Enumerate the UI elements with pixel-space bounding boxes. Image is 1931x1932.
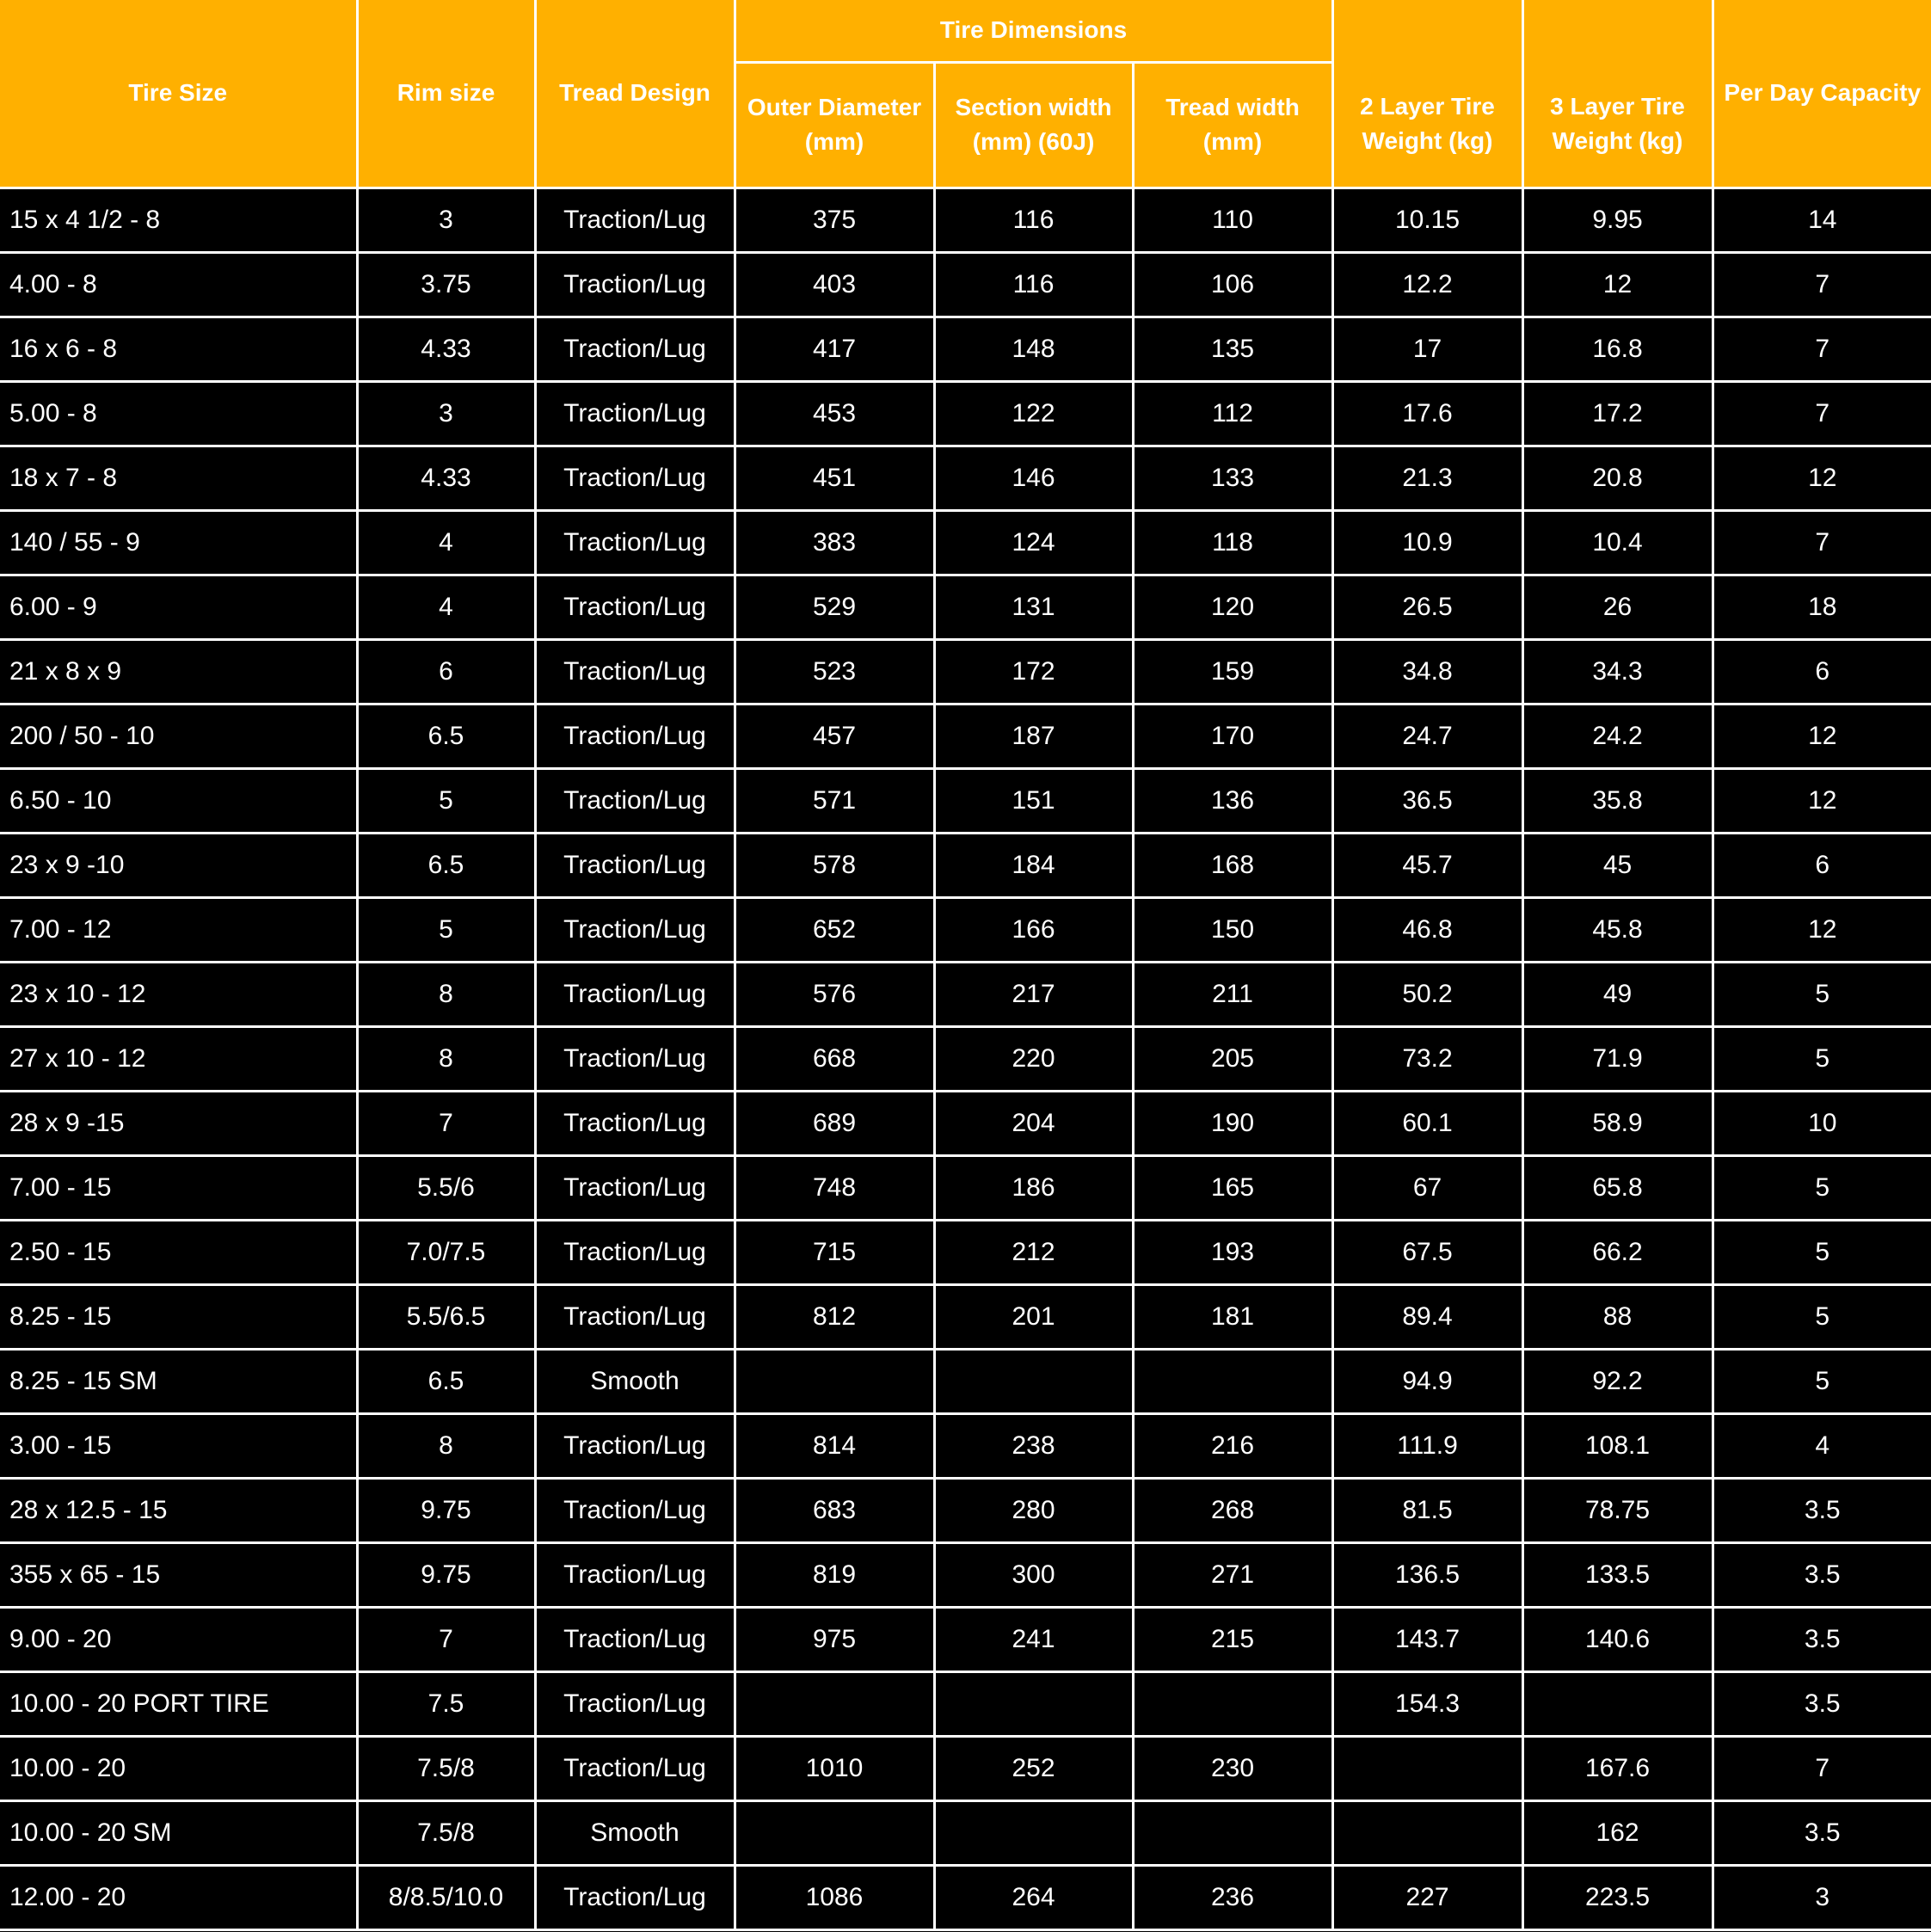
three-layer-weight-cell <box>1522 1671 1713 1736</box>
per-day-capacity-cell: 3.5 <box>1713 1800 1931 1865</box>
per-day-capacity-cell: 18 <box>1713 575 1931 639</box>
rim-size-cell: 8/8.5/10.0 <box>357 1865 535 1929</box>
tread-design-cell: Traction/Lug <box>535 252 735 317</box>
tread-width-cell: 135 <box>1133 317 1332 381</box>
table-row <box>0 768 1931 833</box>
rim-size-cell: 4.33 <box>357 317 535 381</box>
rim-size-cell: 4 <box>357 575 535 639</box>
rim-size-cell: 3.75 <box>357 252 535 317</box>
section-width-cell: 264 <box>934 1865 1133 1929</box>
rim-size-cell: 5 <box>357 768 535 833</box>
outer-diameter-cell: 383 <box>735 510 934 575</box>
three-layer-weight-cell: 133.5 <box>1522 1542 1713 1607</box>
section-width-cell: 131 <box>934 575 1133 639</box>
outer-diameter-cell: 523 <box>735 639 934 704</box>
tread-design-cell: Traction/Lug <box>535 768 735 833</box>
tire-size-cell: 15 x 4 1/2 - 8 <box>0 188 357 252</box>
outer-diameter-cell: 417 <box>735 317 934 381</box>
two-layer-weight-cell: 67 <box>1332 1155 1522 1220</box>
tire-size-cell: 3.00 - 15 <box>0 1413 357 1478</box>
per-day-capacity-cell: 5 <box>1713 962 1931 1026</box>
outer-diameter-cell: 451 <box>735 446 934 510</box>
tire-size-cell: 28 x 12.5 - 15 <box>0 1478 357 1542</box>
rim-size-cell: 7.5/8 <box>357 1800 535 1865</box>
outer-diameter-cell: 571 <box>735 768 934 833</box>
rim-size-cell: 8 <box>357 1026 535 1091</box>
per-day-capacity-cell: 14 <box>1713 188 1931 252</box>
col-header-three-layer-weight: 3 Layer Tire Weight (kg) <box>1522 0 1713 188</box>
rim-size-cell: 6 <box>357 639 535 704</box>
per-day-capacity-cell: 3.5 <box>1713 1607 1931 1671</box>
two-layer-weight-cell: 36.5 <box>1332 768 1522 833</box>
rim-size-cell: 9.75 <box>357 1542 535 1607</box>
section-width-cell: 212 <box>934 1220 1133 1284</box>
three-layer-weight-cell: 65.8 <box>1522 1155 1713 1220</box>
section-width-cell: 252 <box>934 1736 1133 1800</box>
two-layer-weight-cell: 17 <box>1332 317 1522 381</box>
tread-design-cell: Traction/Lug <box>535 1478 735 1542</box>
section-width-cell: 187 <box>934 704 1133 768</box>
two-layer-weight-cell: 60.1 <box>1332 1091 1522 1155</box>
col-header-section-width: Section width (mm) (60J) <box>934 62 1133 188</box>
two-layer-weight-cell: 73.2 <box>1332 1026 1522 1091</box>
table-row <box>0 1542 1931 1607</box>
tread-design-cell: Traction/Lug <box>535 188 735 252</box>
section-width-cell: 146 <box>934 446 1133 510</box>
tread-design-cell: Traction/Lug <box>535 704 735 768</box>
tire-size-cell: 5.00 - 8 <box>0 381 357 446</box>
tread-width-cell: 136 <box>1133 768 1332 833</box>
section-width-cell: 172 <box>934 639 1133 704</box>
per-day-capacity-cell: 4 <box>1713 1413 1931 1478</box>
section-width-cell: 151 <box>934 768 1133 833</box>
tread-design-cell: Traction/Lug <box>535 833 735 897</box>
per-day-capacity-cell: 5 <box>1713 1026 1931 1091</box>
tread-width-cell: 159 <box>1133 639 1332 704</box>
section-width-cell: 204 <box>934 1091 1133 1155</box>
outer-diameter-cell: 1086 <box>735 1865 934 1929</box>
rim-size-cell: 7 <box>357 1091 535 1155</box>
per-day-capacity-cell: 6 <box>1713 833 1931 897</box>
two-layer-weight-cell <box>1332 1800 1522 1865</box>
three-layer-weight-cell: 16.8 <box>1522 317 1713 381</box>
section-width-cell: 166 <box>934 897 1133 962</box>
tread-design-cell: Traction/Lug <box>535 897 735 962</box>
three-layer-weight-cell: 223.5 <box>1522 1865 1713 1929</box>
outer-diameter-cell: 748 <box>735 1155 934 1220</box>
tire-size-cell: 10.00 - 20 SM <box>0 1800 357 1865</box>
outer-diameter-cell: 375 <box>735 188 934 252</box>
table-header <box>0 0 1931 188</box>
tire-size-cell: 2.50 - 15 <box>0 1220 357 1284</box>
table-row <box>0 833 1931 897</box>
per-day-capacity-cell: 6 <box>1713 639 1931 704</box>
per-day-capacity-cell: 7 <box>1713 510 1931 575</box>
section-width-cell: 116 <box>934 188 1133 252</box>
tread-width-cell: 112 <box>1133 381 1332 446</box>
section-width-cell: 238 <box>934 1413 1133 1478</box>
rim-size-cell: 4.33 <box>357 446 535 510</box>
tire-size-cell: 16 x 6 - 8 <box>0 317 357 381</box>
three-layer-weight-cell: 34.3 <box>1522 639 1713 704</box>
tread-design-cell: Traction/Lug <box>535 1026 735 1091</box>
tread-design-cell: Traction/Lug <box>535 639 735 704</box>
table-row <box>0 1220 1931 1284</box>
table-row <box>0 1865 1931 1929</box>
tire-size-cell: 7.00 - 15 <box>0 1155 357 1220</box>
section-width-cell: 280 <box>934 1478 1133 1542</box>
rim-size-cell: 5.5/6.5 <box>357 1284 535 1349</box>
tread-design-cell: Traction/Lug <box>535 575 735 639</box>
tread-design-cell: Traction/Lug <box>535 1542 735 1607</box>
tire-size-cell: 12.00 - 20 <box>0 1865 357 1929</box>
per-day-capacity-cell: 5 <box>1713 1284 1931 1349</box>
three-layer-weight-cell: 45 <box>1522 833 1713 897</box>
tread-design-cell: Traction/Lug <box>535 381 735 446</box>
tread-width-cell: 150 <box>1133 897 1332 962</box>
rim-size-cell: 6.5 <box>357 704 535 768</box>
tread-width-cell: 236 <box>1133 1865 1332 1929</box>
two-layer-weight-cell: 89.4 <box>1332 1284 1522 1349</box>
rim-size-cell: 3 <box>357 381 535 446</box>
three-layer-weight-cell: 24.2 <box>1522 704 1713 768</box>
table-row <box>0 1026 1931 1091</box>
outer-diameter-cell <box>735 1349 934 1413</box>
table-row <box>0 510 1931 575</box>
section-width-cell: 186 <box>934 1155 1133 1220</box>
section-width-cell <box>934 1800 1133 1865</box>
outer-diameter-cell: 457 <box>735 704 934 768</box>
table-row <box>0 1607 1931 1671</box>
per-day-capacity-cell: 12 <box>1713 897 1931 962</box>
per-day-capacity-cell: 3.5 <box>1713 1478 1931 1542</box>
tread-width-cell: 120 <box>1133 575 1332 639</box>
per-day-capacity-cell: 12 <box>1713 768 1931 833</box>
rim-size-cell: 7.0/7.5 <box>357 1220 535 1284</box>
col-header-rim-size: Rim size <box>357 0 535 188</box>
two-layer-weight-cell <box>1332 1736 1522 1800</box>
three-layer-weight-cell: 58.9 <box>1522 1091 1713 1155</box>
table-row <box>0 1413 1931 1478</box>
tread-design-cell: Traction/Lug <box>535 1284 735 1349</box>
three-layer-weight-cell: 17.2 <box>1522 381 1713 446</box>
per-day-capacity-cell: 3.5 <box>1713 1542 1931 1607</box>
tire-size-cell: 4.00 - 8 <box>0 252 357 317</box>
rim-size-cell: 4 <box>357 510 535 575</box>
two-layer-weight-cell: 10.9 <box>1332 510 1522 575</box>
per-day-capacity-cell: 3.5 <box>1713 1671 1931 1736</box>
rim-size-cell: 7.5/8 <box>357 1736 535 1800</box>
three-layer-weight-cell: 26 <box>1522 575 1713 639</box>
section-width-cell: 300 <box>934 1542 1133 1607</box>
tire-size-cell: 8.25 - 15 <box>0 1284 357 1349</box>
tread-design-cell: Traction/Lug <box>535 1607 735 1671</box>
outer-diameter-cell: 668 <box>735 1026 934 1091</box>
outer-diameter-cell: 812 <box>735 1284 934 1349</box>
outer-diameter-cell: 576 <box>735 962 934 1026</box>
table-row <box>0 188 1931 252</box>
three-layer-weight-cell: 92.2 <box>1522 1349 1713 1413</box>
three-layer-weight-cell: 71.9 <box>1522 1026 1713 1091</box>
tread-design-cell: Traction/Lug <box>535 962 735 1026</box>
per-day-capacity-cell: 7 <box>1713 381 1931 446</box>
tread-width-cell <box>1133 1349 1332 1413</box>
two-layer-weight-cell: 24.7 <box>1332 704 1522 768</box>
three-layer-weight-cell: 88 <box>1522 1284 1713 1349</box>
section-width-cell <box>934 1349 1133 1413</box>
two-layer-weight-cell: 46.8 <box>1332 897 1522 962</box>
tread-design-cell: Traction/Lug <box>535 510 735 575</box>
outer-diameter-cell: 819 <box>735 1542 934 1607</box>
two-layer-weight-cell: 50.2 <box>1332 962 1522 1026</box>
tread-design-cell: Traction/Lug <box>535 1671 735 1736</box>
tread-width-cell <box>1133 1800 1332 1865</box>
tread-design-cell: Traction/Lug <box>535 1865 735 1929</box>
outer-diameter-cell: 403 <box>735 252 934 317</box>
outer-diameter-cell: 578 <box>735 833 934 897</box>
table-row <box>0 381 1931 446</box>
outer-diameter-cell: 715 <box>735 1220 934 1284</box>
tread-width-cell: 118 <box>1133 510 1332 575</box>
two-layer-weight-cell: 136.5 <box>1332 1542 1522 1607</box>
tire-size-cell: 355 x 65 - 15 <box>0 1542 357 1607</box>
tread-design-cell: Traction/Lug <box>535 446 735 510</box>
two-layer-weight-cell: 21.3 <box>1332 446 1522 510</box>
three-layer-weight-cell: 167.6 <box>1522 1736 1713 1800</box>
section-width-cell <box>934 1671 1133 1736</box>
three-layer-weight-cell: 108.1 <box>1522 1413 1713 1478</box>
three-layer-weight-cell: 10.4 <box>1522 510 1713 575</box>
tread-width-cell <box>1133 1671 1332 1736</box>
tread-design-cell: Smooth <box>535 1349 735 1413</box>
tread-width-cell: 170 <box>1133 704 1332 768</box>
two-layer-weight-cell: 45.7 <box>1332 833 1522 897</box>
per-day-capacity-cell: 7 <box>1713 252 1931 317</box>
tread-design-cell: Traction/Lug <box>535 1413 735 1478</box>
three-layer-weight-cell: 45.8 <box>1522 897 1713 962</box>
tread-width-cell: 215 <box>1133 1607 1332 1671</box>
col-group-tire-dimensions: Tire Dimensions <box>735 0 1332 62</box>
table-body <box>0 188 1931 1929</box>
section-width-cell: 124 <box>934 510 1133 575</box>
two-layer-weight-cell: 154.3 <box>1332 1671 1522 1736</box>
three-layer-weight-cell: 20.8 <box>1522 446 1713 510</box>
three-layer-weight-cell: 140.6 <box>1522 1607 1713 1671</box>
rim-size-cell: 8 <box>357 962 535 1026</box>
tread-design-cell: Traction/Lug <box>535 1220 735 1284</box>
tread-width-cell: 271 <box>1133 1542 1332 1607</box>
col-header-tire-size: Tire Size <box>0 0 357 188</box>
section-width-cell: 148 <box>934 317 1133 381</box>
tire-size-cell: 9.00 - 20 <box>0 1607 357 1671</box>
per-day-capacity-cell: 10 <box>1713 1091 1931 1155</box>
table-row <box>0 1671 1931 1736</box>
outer-diameter-cell: 814 <box>735 1413 934 1478</box>
three-layer-weight-cell: 66.2 <box>1522 1220 1713 1284</box>
two-layer-weight-cell: 17.6 <box>1332 381 1522 446</box>
section-width-cell: 220 <box>934 1026 1133 1091</box>
table-row <box>0 1478 1931 1542</box>
three-layer-weight-cell: 49 <box>1522 962 1713 1026</box>
table-row <box>0 317 1931 381</box>
section-width-cell: 116 <box>934 252 1133 317</box>
col-header-tread-width: Tread width (mm) <box>1133 62 1332 188</box>
table-row <box>0 1155 1931 1220</box>
per-day-capacity-cell: 7 <box>1713 317 1931 381</box>
tire-size-cell: 23 x 9 -10 <box>0 833 357 897</box>
two-layer-weight-cell: 143.7 <box>1332 1607 1522 1671</box>
tread-design-cell: Traction/Lug <box>535 1155 735 1220</box>
tire-size-cell: 23 x 10 - 12 <box>0 962 357 1026</box>
tread-width-cell: 230 <box>1133 1736 1332 1800</box>
three-layer-weight-cell: 162 <box>1522 1800 1713 1865</box>
tread-width-cell: 133 <box>1133 446 1332 510</box>
col-header-two-layer-weight: 2 Layer Tire Weight (kg) <box>1332 0 1522 188</box>
outer-diameter-cell <box>735 1800 934 1865</box>
table-row <box>0 897 1931 962</box>
per-day-capacity-cell: 7 <box>1713 1736 1931 1800</box>
section-width-cell: 201 <box>934 1284 1133 1349</box>
per-day-capacity-cell: 5 <box>1713 1349 1931 1413</box>
col-header-tread-design: Tread Design <box>535 0 735 188</box>
tread-width-cell: 181 <box>1133 1284 1332 1349</box>
tread-design-cell: Smooth <box>535 1800 735 1865</box>
tire-size-cell: 200 / 50 - 10 <box>0 704 357 768</box>
col-header-outer-diameter: Outer Diameter (mm) <box>735 62 934 188</box>
table-row <box>0 575 1931 639</box>
tread-width-cell: 216 <box>1133 1413 1332 1478</box>
table-row <box>0 962 1931 1026</box>
rim-size-cell: 7 <box>357 1607 535 1671</box>
rim-size-cell: 6.5 <box>357 1349 535 1413</box>
two-layer-weight-cell: 94.9 <box>1332 1349 1522 1413</box>
tread-design-cell: Traction/Lug <box>535 1736 735 1800</box>
outer-diameter-cell: 689 <box>735 1091 934 1155</box>
table-row <box>0 446 1931 510</box>
section-width-cell: 184 <box>934 833 1133 897</box>
two-layer-weight-cell: 227 <box>1332 1865 1522 1929</box>
table-row <box>0 1284 1931 1349</box>
tire-size-cell: 21 x 8 x 9 <box>0 639 357 704</box>
tread-design-cell: Traction/Lug <box>535 317 735 381</box>
table-row <box>0 1349 1931 1413</box>
tire-size-cell: 6.00 - 9 <box>0 575 357 639</box>
per-day-capacity-cell: 12 <box>1713 446 1931 510</box>
table-row <box>0 252 1931 317</box>
three-layer-weight-cell: 12 <box>1522 252 1713 317</box>
two-layer-weight-cell: 34.8 <box>1332 639 1522 704</box>
tire-size-cell: 28 x 9 -15 <box>0 1091 357 1155</box>
tire-size-cell: 18 x 7 - 8 <box>0 446 357 510</box>
tread-width-cell: 211 <box>1133 962 1332 1026</box>
tread-width-cell: 268 <box>1133 1478 1332 1542</box>
section-width-cell: 122 <box>934 381 1133 446</box>
two-layer-weight-cell: 26.5 <box>1332 575 1522 639</box>
outer-diameter-cell: 453 <box>735 381 934 446</box>
col-header-per-day-capacity: Per Day Capacity <box>1713 0 1931 188</box>
tire-size-cell: 140 / 55 - 9 <box>0 510 357 575</box>
tire-size-cell: 27 x 10 - 12 <box>0 1026 357 1091</box>
three-layer-weight-cell: 35.8 <box>1522 768 1713 833</box>
outer-diameter-cell: 1010 <box>735 1736 934 1800</box>
tread-width-cell: 168 <box>1133 833 1332 897</box>
table-row <box>0 1800 1931 1865</box>
tread-width-cell: 110 <box>1133 188 1332 252</box>
rim-size-cell: 6.5 <box>357 833 535 897</box>
rim-size-cell: 9.75 <box>357 1478 535 1542</box>
per-day-capacity-cell: 3 <box>1713 1865 1931 1929</box>
table-row <box>0 639 1931 704</box>
rim-size-cell: 5 <box>357 897 535 962</box>
tire-size-cell: 6.50 - 10 <box>0 768 357 833</box>
tread-width-cell: 106 <box>1133 252 1332 317</box>
tire-size-cell: 7.00 - 12 <box>0 897 357 962</box>
tread-width-cell: 165 <box>1133 1155 1332 1220</box>
outer-diameter-cell: 683 <box>735 1478 934 1542</box>
table-row <box>0 704 1931 768</box>
two-layer-weight-cell: 111.9 <box>1332 1413 1522 1478</box>
tread-width-cell: 190 <box>1133 1091 1332 1155</box>
outer-diameter-cell <box>735 1671 934 1736</box>
per-day-capacity-cell: 5 <box>1713 1220 1931 1284</box>
outer-diameter-cell: 975 <box>735 1607 934 1671</box>
rim-size-cell: 3 <box>357 188 535 252</box>
rim-size-cell: 8 <box>357 1413 535 1478</box>
tire-size-cell: 10.00 - 20 PORT TIRE <box>0 1671 357 1736</box>
tire-size-cell: 8.25 - 15 SM <box>0 1349 357 1413</box>
two-layer-weight-cell: 67.5 <box>1332 1220 1522 1284</box>
tread-width-cell: 193 <box>1133 1220 1332 1284</box>
tire-size-cell: 10.00 - 20 <box>0 1736 357 1800</box>
outer-diameter-cell: 529 <box>735 575 934 639</box>
two-layer-weight-cell: 81.5 <box>1332 1478 1522 1542</box>
table-row <box>0 1736 1931 1800</box>
per-day-capacity-cell: 5 <box>1713 1155 1931 1220</box>
three-layer-weight-cell: 78.75 <box>1522 1478 1713 1542</box>
tread-width-cell: 205 <box>1133 1026 1332 1091</box>
section-width-cell: 241 <box>934 1607 1133 1671</box>
three-layer-weight-cell: 9.95 <box>1522 188 1713 252</box>
rim-size-cell: 5.5/6 <box>357 1155 535 1220</box>
outer-diameter-cell: 652 <box>735 897 934 962</box>
table-row <box>0 1091 1931 1155</box>
tread-design-cell: Traction/Lug <box>535 1091 735 1155</box>
two-layer-weight-cell: 12.2 <box>1332 252 1522 317</box>
rim-size-cell: 7.5 <box>357 1671 535 1736</box>
per-day-capacity-cell: 12 <box>1713 704 1931 768</box>
two-layer-weight-cell: 10.15 <box>1332 188 1522 252</box>
section-width-cell: 217 <box>934 962 1133 1026</box>
